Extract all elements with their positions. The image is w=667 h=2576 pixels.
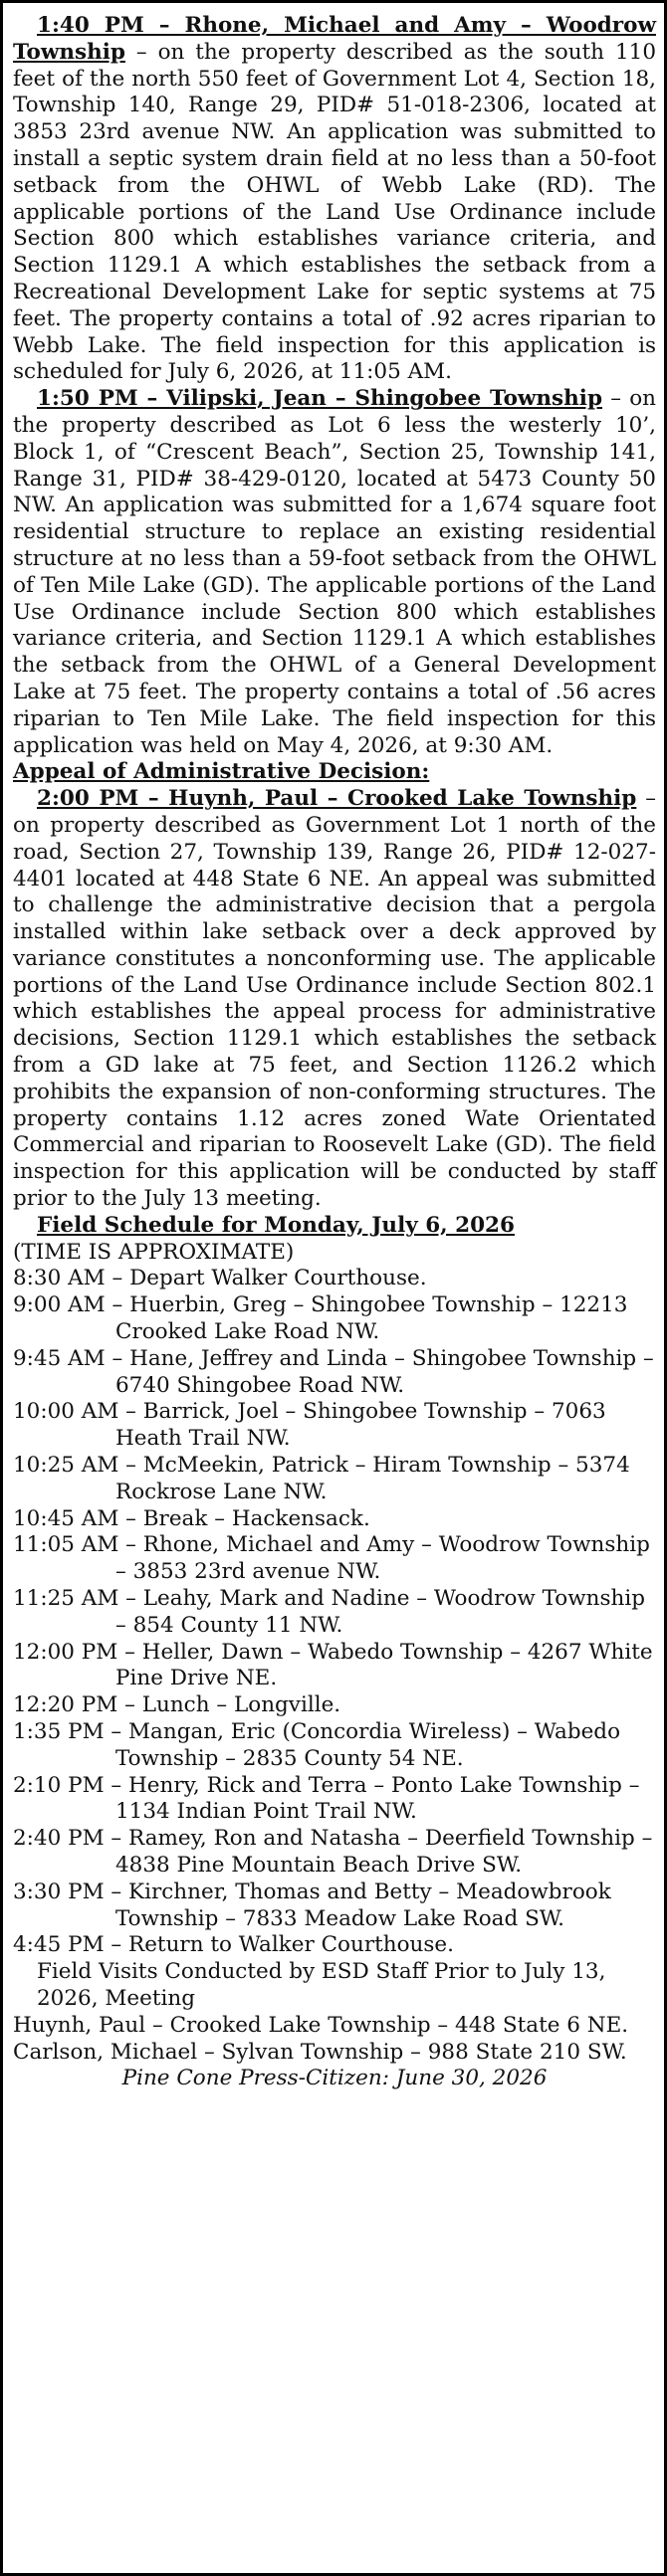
field-schedule-title: Field Schedule for Monday, July 6, 2026 bbox=[37, 1212, 515, 1238]
field-visits-heading: Field Visits Conducted by ESD Staff Prior to July 13, 2026, Meeting bbox=[37, 1959, 606, 2011]
notice-column bbox=[3, 3, 664, 2092]
hearing-body: – on property described as Government Lot 1 north of the road, Section 27, Township 139, Range 26, PID# 12-027-4401 located at 448 State 6 NE. An appeal was submitted to challenge the administrative decision that a pergola installed within lake setback over a deck approved by variance constitutes a nonconforming use. The applicable portions of the Land Use Ordinance include Section 802.1 which establishes the appeal process for administrative decisions, Section 1129.1 which establishes the setback from a GD lake at 75 feet, and Section 1126.2 which prohibits the expansion of non-conforming structures. The property contains 1.12 acres zoned Wate Orientated Commercial and riparian to Roosevelt Lake (GD). The field inspection for this application will be conducted by staff prior to the July 13 meeting. bbox=[13, 786, 656, 1212]
schedule-entry: 9:00 AM – Huerbin, Greg – Shingobee Township – 12213 Crooked Lake Road NW. bbox=[13, 1292, 628, 1345]
field-schedule-note: (TIME IS APPROXIMATE) bbox=[13, 1239, 295, 1265]
hearing-vilipski bbox=[13, 386, 656, 759]
schedule-entry: 10:00 AM – Barrick, Joel – Shingobee Township – 7063 Heath Trail NW. bbox=[13, 1399, 606, 1452]
schedule-entry: 3:30 PM – Kirchner, Thomas and Betty – Meadowbrook Township – 7833 Meadow Lake Road SW. bbox=[13, 1879, 611, 1931]
publication-footer: Pine Cone Press-Citizen: June 30, 2026 bbox=[121, 2066, 548, 2091]
schedule-entry: 4:45 PM – Return to Walker Courthouse. bbox=[13, 1932, 454, 1958]
hearing-rhone bbox=[13, 13, 656, 386]
schedule-entry: 10:25 AM – McMeekin, Patrick – Hiram Township – 5374 Rockrose Lane NW. bbox=[13, 1453, 630, 1504]
schedule-entry: 10:45 AM – Break – Hackensack. bbox=[13, 1505, 370, 1531]
schedule-entry: 11:25 AM – Leahy, Mark and Nadine – Woodrow Township – 854 County 11 NW. bbox=[13, 1586, 646, 1638]
hearing-heading: 2:00 PM – Huynh, Paul – Crooked Lake Township bbox=[37, 786, 637, 812]
schedule-entry: 1:35 PM – Mangan, Eric (Concordia Wireless) – Wabedo Township – 2835 County 54 NE. bbox=[13, 1719, 621, 1771]
appeal-section-heading: Appeal of Administrative Decision: bbox=[13, 759, 430, 785]
schedule-entry: 11:05 AM – Rhone, Michael and Amy – Woodrow Township – 3853 23rd avenue NW. bbox=[13, 1532, 650, 1585]
field-visit-item: Huynh, Paul – Crooked Lake Township – 448 State 6 NE. bbox=[13, 2012, 629, 2038]
schedule-entry: 12:00 PM – Heller, Dawn – Wabedo Township – 4267 White Pine Drive NE. bbox=[13, 1639, 653, 1691]
schedule-entry: 2:10 PM – Henry, Rick and Terra – Ponto Lake Township – 1134 Indian Point Trail NW. bbox=[13, 1772, 640, 1825]
field-schedule-list bbox=[13, 1266, 656, 1959]
hearing-body: – on the property described as Lot 6 less the westerly 10’, Block 1, of “Crescent Beach”, Section 25, Township 141, Range 31, PID# 38-429-0120, located at 5473 County 50 NW. An application was submitted for a 1,674 square foot residential structure to replace an existing residential structure at no less than a 59-foot setback from the OHWL of Ten Mile Lake (GD). The applicable portions of the Land Use Ordinance include Section 800 which establishes variance criteria, and Section 1129.1 A which establishes the setback from the OHWL of a General Development Lake at 75 feet. The property contains a total of .56 acres riparian to Ten Mile Lake. The field inspection for this application was held on May 4, 2026, at 9:30 AM. bbox=[13, 386, 656, 758]
hearing-body: – on the property described as the south 110 feet of the north 550 feet of Government Lot 4, Section 18, Township 140, Range 29, PID# 51-018-2306, located at 3853 23rd avenue NW. An application was submitted to install a septic system drain field at no less than a 50-foot setback from the OHWL of Webb Lake (RD). The applicable portions of the Land Use Ordinance include Section 800 which establishes variance criteria, and Section 1129.1 A which establishes the setback from a Recreational Development Lake for septic systems at 75 feet. The property contains a total of .92 acres riparian to Webb Lake. The field inspection for this application is scheduled for July 6, 2026, at 11:05 AM. bbox=[13, 39, 656, 385]
appeal-huynh bbox=[13, 786, 656, 1213]
schedule-entry: 12:20 PM – Lunch – Longville. bbox=[13, 1692, 341, 1718]
field-visit-item: Carlson, Michael – Sylvan Township – 988 State 210 SW. bbox=[13, 2039, 627, 2065]
schedule-entry: 8:30 AM – Depart Walker Courthouse. bbox=[13, 1266, 427, 1291]
schedule-entry: 9:45 AM – Hane, Jeffrey and Linda – Shingobee Township – 6740 Shingobee Road NW. bbox=[13, 1345, 654, 1398]
hearing-heading: 1:40 PM – Rhone, Michael and Amy – Woodrow Township bbox=[13, 13, 656, 65]
hearing-heading: 1:50 PM – Vilipski, Jean – Shingobee Township bbox=[37, 386, 602, 412]
schedule-entry: 2:40 PM – Ramey, Ron and Natasha – Deerfield Township – 4838 Pine Mountain Beach Drive SW. bbox=[13, 1826, 653, 1878]
